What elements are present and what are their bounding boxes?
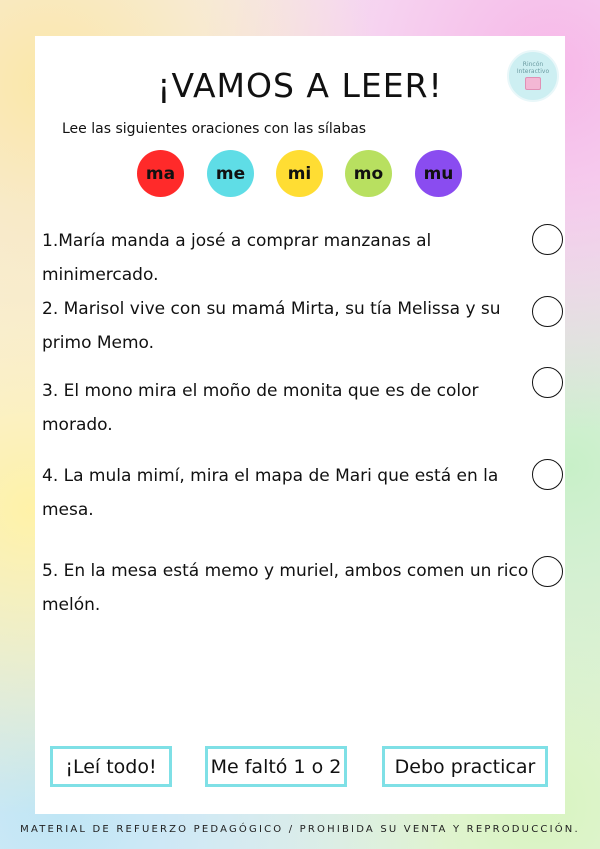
check-circle-1[interactable]: [532, 224, 563, 255]
sentence-2: 2. Marisol vive con su mamá Mirta, su tía Melissa y su primo Memo.: [42, 299, 501, 353]
sentence-5: 5. En la mesa está memo y muriel, ambos comen un rico melón.: [42, 561, 529, 615]
sentence-3: 3. El mono mira el moño de monita que es de color morado.: [42, 381, 479, 435]
syllable-mu: mu: [415, 150, 462, 197]
syllable-mi: mi: [276, 150, 323, 197]
logo-text: Rincón Interactivo: [516, 60, 550, 75]
need-practice-button[interactable]: Debo practicar: [382, 746, 548, 787]
brand-logo: [507, 50, 559, 102]
read-all-button[interactable]: ¡Leí todo!: [50, 746, 172, 787]
sentence-1: 1.María manda a josé a comprar manzanas al minimercado.: [42, 231, 432, 285]
sentence-4: 4. La mula mimí, mira el mapa de Mari que está en la mesa.: [42, 466, 499, 520]
missed-some-button[interactable]: Me faltó 1 o 2: [205, 746, 347, 787]
syllable-me: me: [207, 150, 254, 197]
instruction-text: Lee las siguientes oraciones con las sílabas: [62, 121, 367, 137]
syllable-ma: ma: [137, 150, 184, 197]
worksheet: [35, 36, 565, 814]
page-title: ¡VAMOS A LEER!: [157, 66, 443, 105]
footer-notice: MATERIAL DE REFUERZO PEDAGÓGICO / PROHIBIDA SU VENTA Y REPRODUCCIÓN.: [20, 824, 580, 835]
syllable-mo: mo: [345, 150, 392, 197]
check-circle-2[interactable]: [532, 296, 563, 327]
check-circle-3[interactable]: [532, 367, 563, 398]
syllable-row: [137, 150, 467, 198]
check-circle-4[interactable]: [532, 459, 563, 490]
check-circle-5[interactable]: [532, 556, 563, 587]
book-icon: [525, 77, 541, 90]
